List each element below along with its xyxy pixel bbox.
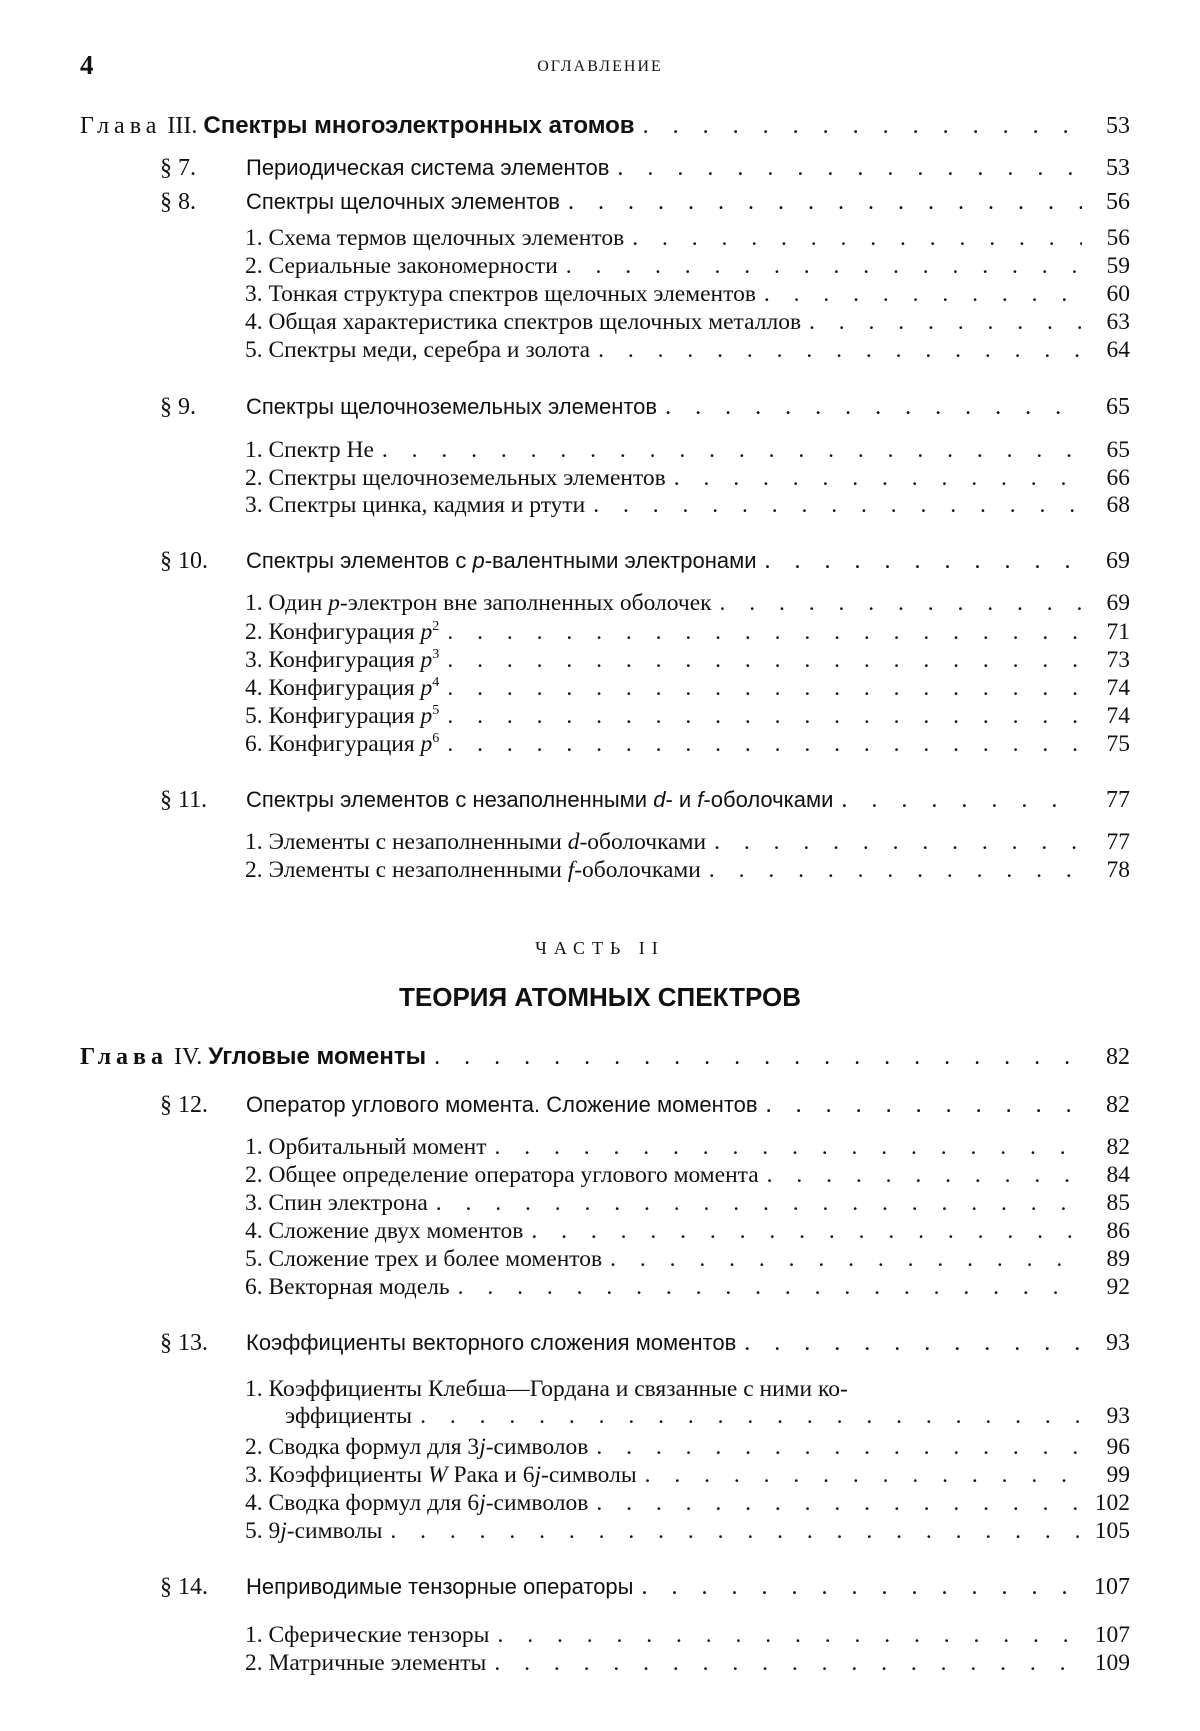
leader-dots (766, 1092, 1082, 1119)
toc-section-14[interactable]: § 14. Неприводимые тензорные операторы . . . 107 (160, 1574, 1130, 1601)
toc-item[interactable]: 5. Конфигурация $p^5$ . . . 74 (245, 702, 1130, 730)
toc-item[interactable]: 2. Общее определение оператора углового момента . . . 84 (245, 1162, 1130, 1189)
page-ref: 82 (1106, 1044, 1130, 1070)
toc-item[interactable]: 6. Конфигурация $p^6$ . . . 75 (245, 730, 1130, 758)
toc-section-9[interactable]: § 9. Спектры щелочноземельных элементов . . . 65 (160, 394, 1130, 421)
toc-section-8[interactable]: § 8. Спектры щелочных элементов . . . 56 (160, 189, 1130, 216)
leader-dots (617, 155, 1082, 182)
toc-item[interactable]: 4. Сложение двух моментов . . . 86 (245, 1218, 1130, 1245)
toc-item[interactable]: 3. Тонкая структура спектров щелочных элементов . . . 60 (245, 281, 1130, 308)
toc-item[interactable]: 2. Сериальные закономерности . . . 59 (245, 253, 1130, 280)
part-label: ЧАСТЬ II (535, 938, 665, 958)
toc-item-wrapped[interactable]: 1. Коэффициенты Клебша—Гордана и связанные с ними ко- эффициенты . . . 93 (245, 1376, 1130, 1430)
page-ref: 65 (1106, 394, 1130, 420)
toc-item[interactable]: 2. Конфигурация $p^2$ . . . 71 (245, 618, 1130, 646)
toc-section-13[interactable]: § 13. Коэффициенты векторного сложения моментов . . . 93 (160, 1330, 1130, 1357)
leader-dots (434, 1044, 1082, 1071)
page-ref: 77 (1106, 787, 1130, 813)
leader-dots (744, 1330, 1082, 1357)
toc-section-12[interactable]: § 12. Оператор углового момента. Сложение моментов . . . 82 (160, 1092, 1130, 1119)
page-ref: 53 (1106, 113, 1130, 139)
part-title: ТЕОРИЯ АТОМНЫХ СПЕКТРОВ (399, 982, 801, 1012)
page-ref: 69 (1106, 548, 1130, 574)
toc-item[interactable]: 2. Сводка формул для 3j-символов . . . 96 (245, 1434, 1130, 1461)
toc-item[interactable]: 1. Сферические тензоры . . . 107 (245, 1622, 1130, 1649)
toc-item[interactable]: 3. Спин электрона . . . 85 (245, 1190, 1130, 1217)
leader-dots (568, 189, 1082, 216)
toc-item[interactable]: 4. Конфигурация $p^4$ . . . 74 (245, 674, 1130, 702)
toc-item[interactable]: 3. Спектры цинка, кадмия и ртути . . . 68 (245, 492, 1130, 519)
toc-section-11[interactable]: § 11. Спектры элементов с незаполненными d- и f-оболочками . . . 77 (160, 787, 1130, 814)
toc-section-7[interactable]: § 7. Периодическая система элементов . . . 53 (160, 155, 1130, 182)
leader-dots (841, 787, 1082, 814)
running-title: ОГЛАВЛЕНИЕ (537, 58, 663, 75)
leader-dots (665, 394, 1082, 421)
page-ref: 82 (1106, 1092, 1130, 1118)
leader-dots (641, 1574, 1082, 1601)
toc-item[interactable]: 1. Спектр Не . . . 65 (245, 437, 1130, 464)
toc-item[interactable]: 5. Спектры меди, серебра и золота . . . 64 (245, 337, 1130, 364)
toc-item[interactable]: 2. Спектры щелочноземельных элементов . . . 66 (245, 465, 1130, 492)
toc-item[interactable]: 1. Элементы с незаполненными d-оболочками . . . 77 (245, 829, 1130, 856)
toc-section-10[interactable]: § 10. Спектры элементов с p-валентными электронами . . . 69 (160, 548, 1130, 575)
toc-item[interactable]: 5. Сложение трех и более моментов . . . 89 (245, 1246, 1130, 1273)
toc-chapter-3[interactable]: Глава III. Спектры многоэлектронных атомов . . . 53 (80, 112, 1130, 140)
page-ref: 93 (1106, 1330, 1130, 1356)
toc-item[interactable]: 1. Один p-электрон вне заполненных оболочек . . . 69 (245, 590, 1130, 617)
toc-item[interactable]: 6. Векторная модель . . . 92 (245, 1274, 1130, 1301)
toc-item[interactable]: 4. Общая характеристика спектров щелочных металлов . . . 63 (245, 309, 1130, 336)
toc-chapter-4[interactable]: Глава IV. Угловые моменты . . . 82 (80, 1043, 1130, 1071)
toc-item[interactable]: 1. Схема термов щелочных элементов . . . 56 (245, 225, 1130, 252)
page-ref: 53 (1106, 155, 1130, 181)
toc-item[interactable]: 5. 9j-символы . . . 105 (245, 1518, 1130, 1545)
page-ref: 107 (1094, 1574, 1130, 1600)
toc-item[interactable]: 2. Матричные элементы . . . 109 (245, 1650, 1130, 1677)
toc-item[interactable]: 3. Коэффициенты W Рака и 6j-символы . . . 99 (245, 1462, 1130, 1489)
page-ref: 56 (1106, 189, 1130, 215)
toc-item[interactable]: 1. Орбитальный момент . . . 82 (245, 1134, 1130, 1161)
page-number: 4 (80, 50, 94, 80)
toc-item[interactable]: 4. Сводка формул для 6j-символов . . . 102 (245, 1490, 1130, 1517)
leader-dots (643, 113, 1082, 140)
page-header (0, 50, 1200, 90)
leader-dots (765, 548, 1082, 575)
toc-item[interactable]: 3. Конфигурация $p^3$ . . . 73 (245, 646, 1130, 674)
toc-item[interactable]: 2. Элементы с незаполненными f-оболочками . . . 78 (245, 857, 1130, 884)
